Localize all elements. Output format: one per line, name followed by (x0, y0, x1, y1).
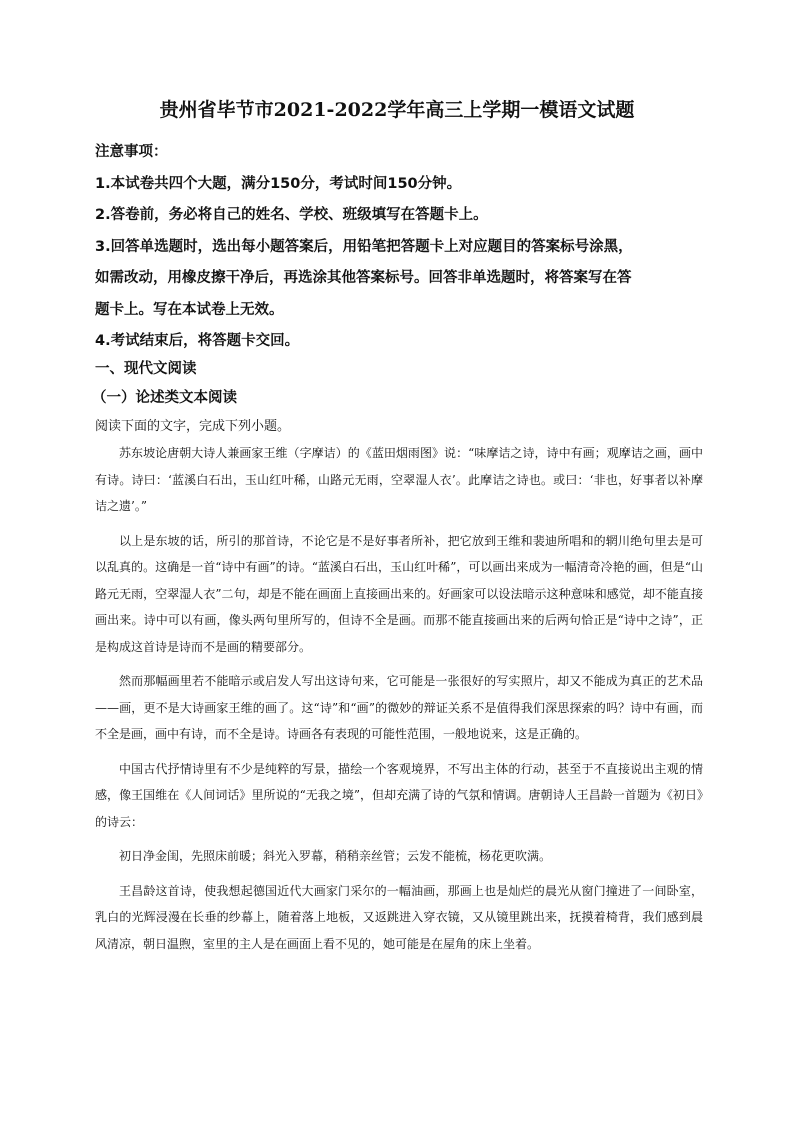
subsection-heading: （一）论述类文本阅读 (92, 390, 237, 406)
reading-instruction: 阅读下面的文字，完成下列小题。 (95, 419, 291, 434)
section-heading: 一、现代文阅读 (95, 361, 197, 377)
poem-line: 初日净金闺，先照床前暖；斜光入罗幕，稍稍亲丝管；云发不能梳，杨花更吹满。 (119, 849, 552, 863)
notice-line: 2.答卷前，务必将自己的姓名、学校、班级填写在答题卡上。 (95, 207, 488, 223)
notice-heading: 注意事项： (95, 144, 168, 160)
passage-paragraph: 然而那幅画里若不能暗示或启发人写出这诗句来，它可能是一张很好的写实照片，却又不能成为真正的艺术品——画，更不是大诗画家王维的画了。这“诗”和“画”的微妙的辩证关系不是值得我们深思探索的吗？诗中有画，而不全是画，画中有诗，而不全是诗。诗画各有表现的可能性范围，一般地说来，这是正确的。 (95, 674, 703, 741)
passage-paragraph: 王昌龄这首诗，使我想起德国近代大画家门采尔的一幅油画，那画上也是灿烂的晨光从窗门撞进了一间卧室，乳白的光辉浸漫在长垂的纱幕上，随着落上地板，又返跳进入穿衣镜，又从镜里跳出来，抚摸着椅背，我们感到晨风清凉，朝日温煦，室里的主人是在画面上看不见的，她可能是在屋角的床上坐着。 (95, 883, 703, 951)
page-title: 贵州省毕节市2021-2022学年高三上学期一模语文试题 (159, 99, 635, 121)
notice-line: 3.回答单选题时，选出每小题答案后，用铅笔把答题卡上对应题目的答案标号涂黑， (95, 238, 633, 255)
passage-paragraph: 苏东坡论唐朝大诗人兼画家王维（字摩诘）的《蓝田烟雨图》说：“味摩诘之诗，诗中有画；观摩诘之画，画中有诗。诗曰：‘蓝溪白石出，玉山红叶稀，山路元无雨，空翠湿人衣’。此摩诘之诗也。或曰：‘非也，好事者以补摩诘之遗’。” (95, 446, 703, 513)
notice-line: 如需改动，用橡皮擦干净后，再选涂其他答案标号。回答非单选题时，将答案写在答 (95, 270, 632, 286)
notice-line: 题卡上。写在本试卷上无效。 (95, 301, 284, 318)
notice-line: 1.本试卷共四个大题，满分150分，考试时间150分钟。 (95, 175, 462, 192)
passage-paragraph: 中国古代抒情诗里有不少是纯粹的写景，描绘一个客观境界，不写出主体的行动，甚至于不直接说出主观的情感，像王国维在《人间词话》里所说的“无我之境”，但却充满了诗的气氛和情调。唐朝诗人王昌龄一首题为《初日》的诗云： (95, 761, 703, 829)
reading-passage (95, 440, 703, 965)
notice-block (95, 137, 705, 358)
passage-paragraph: 以上是东坡的话，所引的那首诗，不论它是不是好事者所补，把它放到王维和裴迪所唱和的辋川绝句里去是可以乱真的。这确是一首“诗中有画”的诗。“蓝溪白石出，玉山红叶稀”，可以画出来成为一幅清奇冷艳的画，但是“山路元无雨，空翠湿人衣”二句，却是不能在画面上直接画出来的。好画家可以设法暗示这种意味和感觉，却不能直接画出来。诗中可以有画，像头两句里所写的，但诗不全是画。而那不能直接画出来的后两句恰正是“诗中之诗”，正是构成这首诗是诗而不是画的精要部分。 (95, 533, 703, 654)
notice-line: 4.考试结束后，将答题卡交回。 (95, 333, 300, 349)
